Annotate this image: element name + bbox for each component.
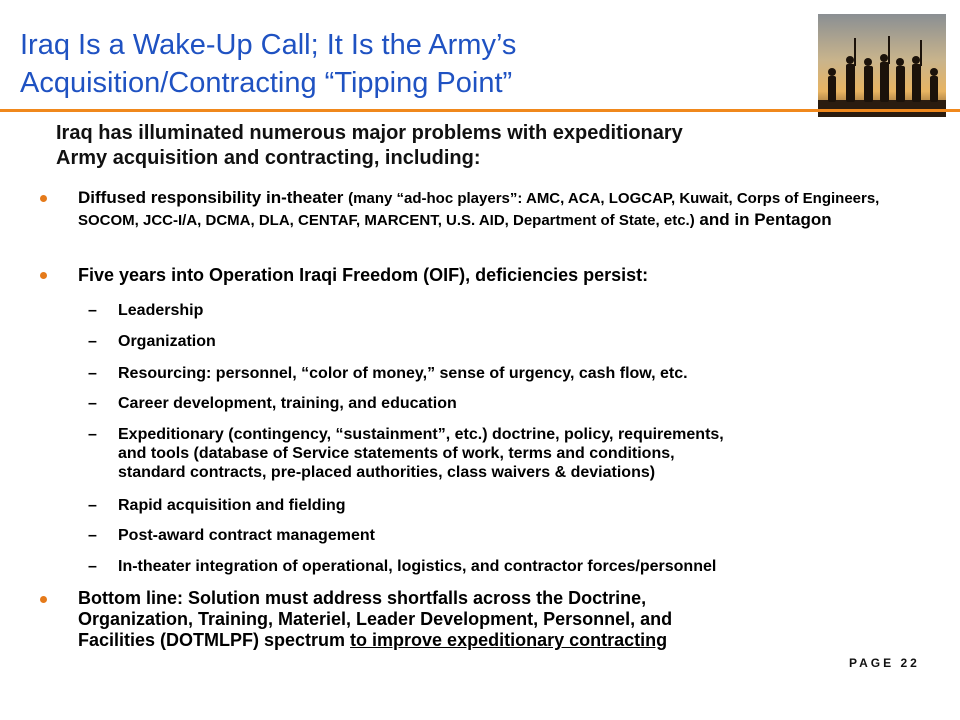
deficiency-text <box>118 425 878 482</box>
bullet-text: Five years into Operation Iraqi Freedom (OIF), deficiencies persist: <box>78 265 649 285</box>
dash-icon: – <box>88 395 97 412</box>
bottom-line-underlined: to improve expeditionary contracting <box>350 630 668 650</box>
deficiency-text <box>118 364 878 383</box>
deficiency-text <box>118 332 878 351</box>
intro-text <box>56 121 856 171</box>
deficiency-line: standard contracts, pre-placed authorities, class waivers & deviations) <box>118 464 656 481</box>
deficiency-text <box>118 557 878 576</box>
slide-title <box>20 26 800 102</box>
deficiency-line: Career development, training, and education <box>118 395 457 412</box>
bullet-icon <box>40 272 47 279</box>
deficiency-text <box>118 496 878 515</box>
bottom-line-plain: Facilities (DOTMLPF) spectrum <box>78 630 351 650</box>
deficiency-line: and tools (database of Service statements of work, terms and conditions, <box>118 445 675 462</box>
bullet-icon <box>40 596 47 603</box>
title-line-2: Acquisition/Contracting “Tipping Point” <box>20 67 513 99</box>
deficiency-text <box>118 301 878 320</box>
deficiency-line: Organization <box>118 333 216 350</box>
bullet-lead: Diffused responsibility in-theater <box>78 188 349 207</box>
intro-line-1: Iraq has illuminated numerous major problems with expeditionary <box>56 122 683 144</box>
dash-icon: – <box>88 527 97 544</box>
bullet-parenthetical: (many “ad-hoc players”: AMC, ACA, LOGCAP, Kuwait, Corps of Engineers, SOCOM, JCC-I/A, DCMA, DLA, CENTAF, MARCENT, U.S. AID, Department of State, etc.) <box>78 190 880 229</box>
deficiency-line: Rapid acquisition and fielding <box>118 497 346 514</box>
dash-icon: – <box>88 558 97 575</box>
dash-icon: – <box>88 426 97 443</box>
bottom-line-1: Bottom line: Solution must address shortfalls across the Doctrine, <box>78 588 647 608</box>
deficiency-text <box>118 526 878 545</box>
bullet-text <box>78 588 898 651</box>
deficiency-line: Expeditionary (contingency, “sustainment”, etc.) doctrine, policy, requirements, <box>118 426 724 443</box>
deficiency-text <box>118 394 878 413</box>
deficiency-line: Resourcing: personnel, “color of money,” sense of urgency, cash flow, etc. <box>118 365 688 382</box>
title-line-1: Iraq Is a Wake-Up Call; It Is the Army’s <box>20 29 517 61</box>
dash-icon: – <box>88 302 97 319</box>
dash-icon: – <box>88 497 97 514</box>
bottom-line-2: Organization, Training, Materiel, Leader Development, Personnel, and <box>78 609 673 629</box>
deficiency-line: Post-award contract management <box>118 527 375 544</box>
bullet-icon <box>40 195 47 202</box>
dash-icon: – <box>88 333 97 350</box>
bullet-tail: and in Pentagon <box>694 210 832 229</box>
page-number: PAGE 22 <box>849 656 920 670</box>
dash-icon: – <box>88 365 97 382</box>
soldiers-silhouette-photo <box>818 14 946 117</box>
deficiency-line: In-theater integration of operational, logistics, and contractor forces/personnel <box>118 558 717 575</box>
bullet-text <box>78 187 898 231</box>
intro-line-2: Army acquisition and contracting, including: <box>56 147 481 169</box>
title-divider <box>0 109 960 112</box>
bottom-line-3 <box>78 630 898 651</box>
deficiency-line: Leadership <box>118 302 204 319</box>
